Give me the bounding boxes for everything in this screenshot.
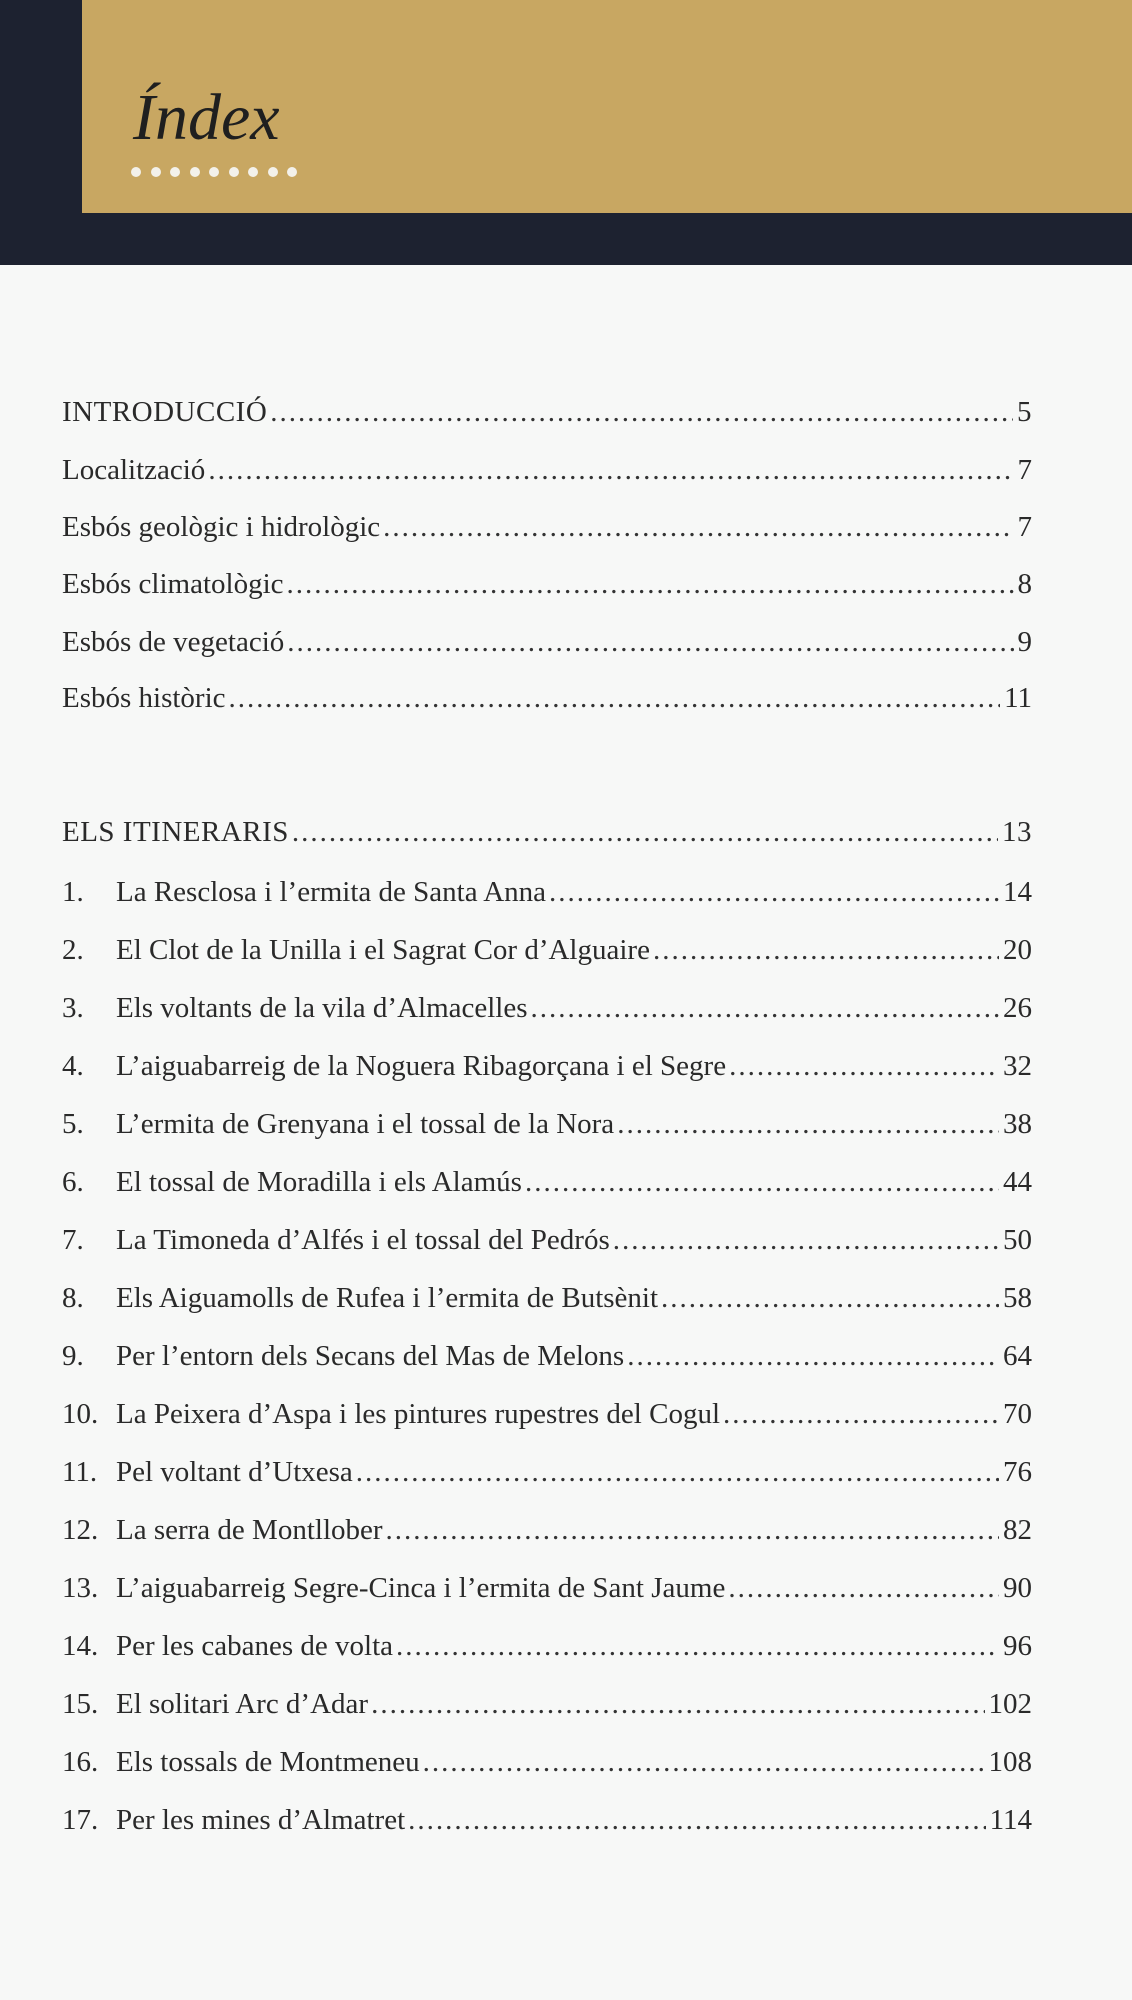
toc-entry[interactable]	[62, 1162, 1032, 1202]
dot-leader	[292, 812, 998, 852]
toc-heading-introduccio[interactable]	[62, 392, 1032, 432]
toc-entry[interactable]	[62, 1684, 1032, 1724]
toc-entry-label: Esbós de vegetació	[62, 626, 285, 658]
dot-leader	[287, 622, 1013, 662]
toc-heading-itineraris[interactable]	[62, 812, 1032, 852]
toc-entry-label: El solitari Arc d’Adar	[116, 1688, 369, 1720]
toc-page-number: 44	[1003, 1166, 1032, 1198]
toc-entry-number: 2.	[62, 934, 84, 966]
toc-entry-label: La Resclosa i l’ermita de Santa Anna	[116, 876, 547, 908]
dot-leader	[661, 1278, 999, 1318]
dot-leader	[270, 392, 1013, 432]
toc-page-number: 70	[1003, 1398, 1032, 1430]
toc-entry-label: El tossal de Moradilla i els Alamús	[116, 1166, 522, 1198]
toc-page-number: 114	[989, 1804, 1032, 1836]
toc-entry-number: 10.	[62, 1398, 99, 1430]
toc-entry-label: L’aiguabarreig Segre-Cinca i l’ermita de Sant Jaume	[116, 1572, 726, 1604]
toc-entry-label: Els tossals de Montmeneu	[116, 1746, 420, 1778]
toc-entry[interactable]	[62, 1800, 1032, 1840]
dot-leader	[408, 1800, 985, 1840]
toc-entry-label: Els Aiguamolls de Rufea i l’ermita de Butsènit	[116, 1282, 659, 1314]
toc-entry[interactable]	[62, 507, 1032, 547]
toc-entry-number: 1.	[62, 876, 84, 908]
dot-leader	[729, 1046, 999, 1086]
toc-entry-number: 15.	[62, 1688, 99, 1720]
toc-entry-label: Esbós històric	[62, 682, 226, 714]
toc-page-number: 102	[988, 1688, 1032, 1720]
toc-entry[interactable]	[62, 1046, 1032, 1086]
dot-leader	[723, 1394, 999, 1434]
dot-leader	[525, 1162, 999, 1202]
toc-page-number: 38	[1003, 1108, 1032, 1140]
toc-page-number: 8	[1017, 568, 1032, 600]
toc-entry-label: L’ermita de Grenyana i el tossal de la Nora	[116, 1108, 615, 1140]
toc-entry-number: 12.	[62, 1514, 99, 1546]
toc-page-number: 64	[1003, 1340, 1032, 1372]
toc-entry-number: 17.	[62, 1804, 99, 1836]
dot-leader	[386, 1510, 999, 1550]
dot-leader	[613, 1220, 999, 1260]
dot-leader	[383, 507, 1013, 547]
toc-entry-label: Esbós geològic i hidrològic	[62, 511, 381, 543]
toc-entry[interactable]	[62, 1278, 1032, 1318]
toc-page-number: 90	[1003, 1572, 1032, 1604]
toc-heading-label: INTRODUCCIÓ	[62, 396, 268, 428]
toc-entry-label: Pel voltant d’Utxesa	[116, 1456, 353, 1488]
dot-leader	[627, 1336, 999, 1376]
toc-entry[interactable]	[62, 450, 1032, 490]
toc-entry[interactable]	[62, 1626, 1032, 1666]
dot-leader	[653, 930, 999, 970]
toc-heading-label: ELS ITINERARIS	[62, 816, 289, 848]
toc-entry-label: L’aiguabarreig de la Noguera Ribagorçana i el Segre	[116, 1050, 727, 1082]
toc-entry[interactable]	[62, 564, 1032, 604]
toc-entry-label: La Peixera d’Aspa i les pintures rupestres del Cogul	[116, 1398, 721, 1430]
dot-leader	[371, 1684, 984, 1724]
title-dot-ornament	[131, 167, 297, 177]
dot-leader	[356, 1452, 999, 1492]
toc-entry-number: 9.	[62, 1340, 84, 1372]
toc-entry-number: 14.	[62, 1630, 99, 1662]
toc-entry[interactable]	[62, 872, 1032, 912]
toc-entry[interactable]	[62, 1394, 1032, 1434]
toc-page-number: 32	[1003, 1050, 1032, 1082]
toc-page-number: 108	[988, 1746, 1032, 1778]
toc-entry-number: 7.	[62, 1224, 84, 1256]
toc-entry-number: 13.	[62, 1572, 99, 1604]
toc-entry-label: Per l’entorn dels Secans del Mas de Melons	[116, 1340, 625, 1372]
toc-page-number: 5	[1017, 396, 1032, 428]
toc-page-number: 11	[1004, 682, 1032, 714]
dot-leader	[229, 678, 1001, 718]
toc-page-number: 50	[1003, 1224, 1032, 1256]
dot-leader	[728, 1568, 999, 1608]
toc-page-number: 26	[1003, 992, 1032, 1024]
toc-entry-label: El Clot de la Unilla i el Sagrat Cor d’Alguaire	[116, 934, 650, 966]
toc-page-number: 7	[1017, 454, 1032, 486]
toc-entry[interactable]	[62, 622, 1032, 662]
toc-entry-number: 3.	[62, 992, 84, 1024]
toc-entry-label: La serra de Montllober	[116, 1514, 383, 1546]
toc-entry[interactable]	[62, 1104, 1032, 1144]
toc-page-number: 58	[1003, 1282, 1032, 1314]
toc-entry-label: Esbós climatològic	[62, 568, 284, 600]
toc-entry-number: 8.	[62, 1282, 84, 1314]
toc-entry-label: La Timoneda d’Alfés i el tossal del Pedrós	[116, 1224, 610, 1256]
toc-entry-number: 5.	[62, 1108, 84, 1140]
toc-entry[interactable]	[62, 1742, 1032, 1782]
toc-page-number: 20	[1003, 934, 1032, 966]
toc-page-number: 82	[1003, 1514, 1032, 1546]
toc-entry[interactable]	[62, 1568, 1032, 1608]
toc-entry[interactable]	[62, 1510, 1032, 1550]
toc-entry[interactable]	[62, 988, 1032, 1028]
toc-entry-label: Els voltants de la vila d’Almacelles	[116, 992, 528, 1024]
toc-page-number: 14	[1003, 876, 1032, 908]
dot-leader	[549, 872, 999, 912]
toc-entry-number: 4.	[62, 1050, 84, 1082]
page-title: Índex	[133, 81, 280, 154]
toc-entry-number: 16.	[62, 1746, 99, 1778]
toc-page-number: 96	[1003, 1630, 1032, 1662]
toc-entry[interactable]	[62, 930, 1032, 970]
toc-entry-number: 6.	[62, 1166, 84, 1198]
dot-leader	[287, 564, 1014, 604]
toc-entry-label: Per les mines d’Almatret	[116, 1804, 406, 1836]
toc-entry[interactable]	[62, 678, 1032, 718]
toc-page-number: 9	[1017, 626, 1032, 658]
dot-leader	[531, 988, 999, 1028]
toc-entry-label: Localització	[62, 454, 206, 486]
dot-leader	[396, 1626, 999, 1666]
toc-page-number: 76	[1003, 1456, 1032, 1488]
toc-page-number: 7	[1017, 511, 1032, 543]
dot-leader	[617, 1104, 999, 1144]
dot-leader	[423, 1742, 985, 1782]
toc-entry[interactable]	[62, 1452, 1032, 1492]
toc-entry-label: Per les cabanes de volta	[116, 1630, 394, 1662]
toc-page-number: 13	[1002, 816, 1032, 848]
dot-leader	[208, 450, 1013, 490]
toc-entry-number: 11.	[62, 1456, 98, 1488]
toc-entry[interactable]	[62, 1336, 1032, 1376]
toc-entry[interactable]	[62, 1220, 1032, 1260]
